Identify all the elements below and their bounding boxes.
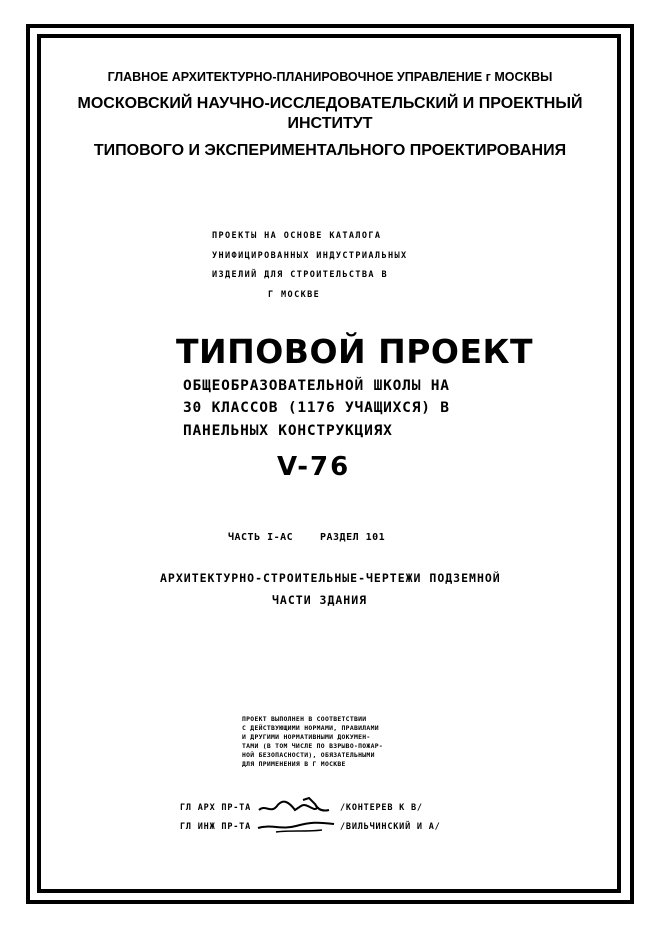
catalog-note-line-1: ПРОЕКТЫ НА ОСНОВЕ КАТАЛОГА [212,231,382,241]
compliance-note-line-5: НОЙ БЕЗОПАСНОСТИ), ОБЯЗАТЕЛЬНЫМИ [242,751,375,759]
description-line-2: ЧАСТИ ЗДАНИЯ [272,593,368,607]
description-line-1: АРХИТЕКТУРНО-СТРОИТЕЛЬНЫЕ-ЧЕРТЕЖИ ПОДЗЕМНОЙ [160,571,501,585]
part-label: ЧАСТЬ I-АС [228,532,294,543]
section-label: РАЗДЕЛ 101 [320,532,386,543]
compliance-note-line-4: ТАМИ (В ТОМ ЧИСЛЕ ПО ВЗРЫВО-ПОЖАР- [242,742,384,750]
catalog-note-line-3: ИЗДЕЛИЙ ДЛЯ СТРОИТЕЛЬСТВА В [212,270,388,280]
compliance-note-line-6: ДЛЯ ПРИМЕНЕНИЯ В Г МОСКВЕ [242,760,346,768]
chief-architect-signature [255,796,335,818]
compliance-note-line-2: С ДЕЙСТВУЮЩИМИ НОРМАМИ, ПРАВИЛАМИ [242,724,379,732]
chief-engineer-role: ГЛ ИНЖ ПР-ТА [180,822,252,832]
catalog-note-line-2: УНИФИЦИРОВАННЫХ ИНДУСТРИАЛЬНЫХ [212,251,408,261]
organization-line-1: ГЛАВНОЕ АРХИТЕКТУРНО-ПЛАНИРОВОЧНОЕ УПРАВЛЕНИЕ г МОСКВЫ [107,70,553,84]
subtitle-line-2: 30 КЛАССОВ (1176 УЧАЩИХСЯ) В [183,400,450,416]
chief-engineer-name: /ВИЛЬЧИНСКИЙ И А/ [340,822,441,832]
organization-line-3: ИНСТИТУТ [287,115,373,132]
organization-line-4: ТИПОВОГО И ЭКСПЕРИМЕНТАЛЬНОГО ПРОЕКТИРОВАНИЯ [93,142,567,159]
subtitle-line-1: ОБЩЕОБРАЗОВАТЕЛЬНОЙ ШКОЛЫ НА [183,378,450,394]
chief-architect-name: /КОНТЕРЕВ К В/ [340,803,423,813]
compliance-note-line-1: ПРОЕКТ ВЫПОЛНЕН В СООТВЕТСТВИИ [242,715,367,723]
catalog-note-line-4: Г МОСКВЕ [268,290,321,300]
chief-architect-role: ГЛ АРХ ПР-ТА [180,803,252,813]
subtitle-line-3: ПАНЕЛЬНЫХ КОНСТРУКЦИЯХ [183,423,393,439]
chief-engineer-signature [256,816,340,836]
organization-line-2: МОСКОВСКИЙ НАУЧНО-ИССЛЕДОВАТЕЛЬСКИЙ И ПРОЕКТНЫЙ [77,95,583,112]
project-code: V-76 [277,452,351,482]
document-title: ТИПОВОЙ ПРОЕКТ [176,332,533,371]
compliance-note-line-3: И ДРУГИМИ НОРМАТИВНЫМИ ДОКУМЕН- [242,733,371,741]
